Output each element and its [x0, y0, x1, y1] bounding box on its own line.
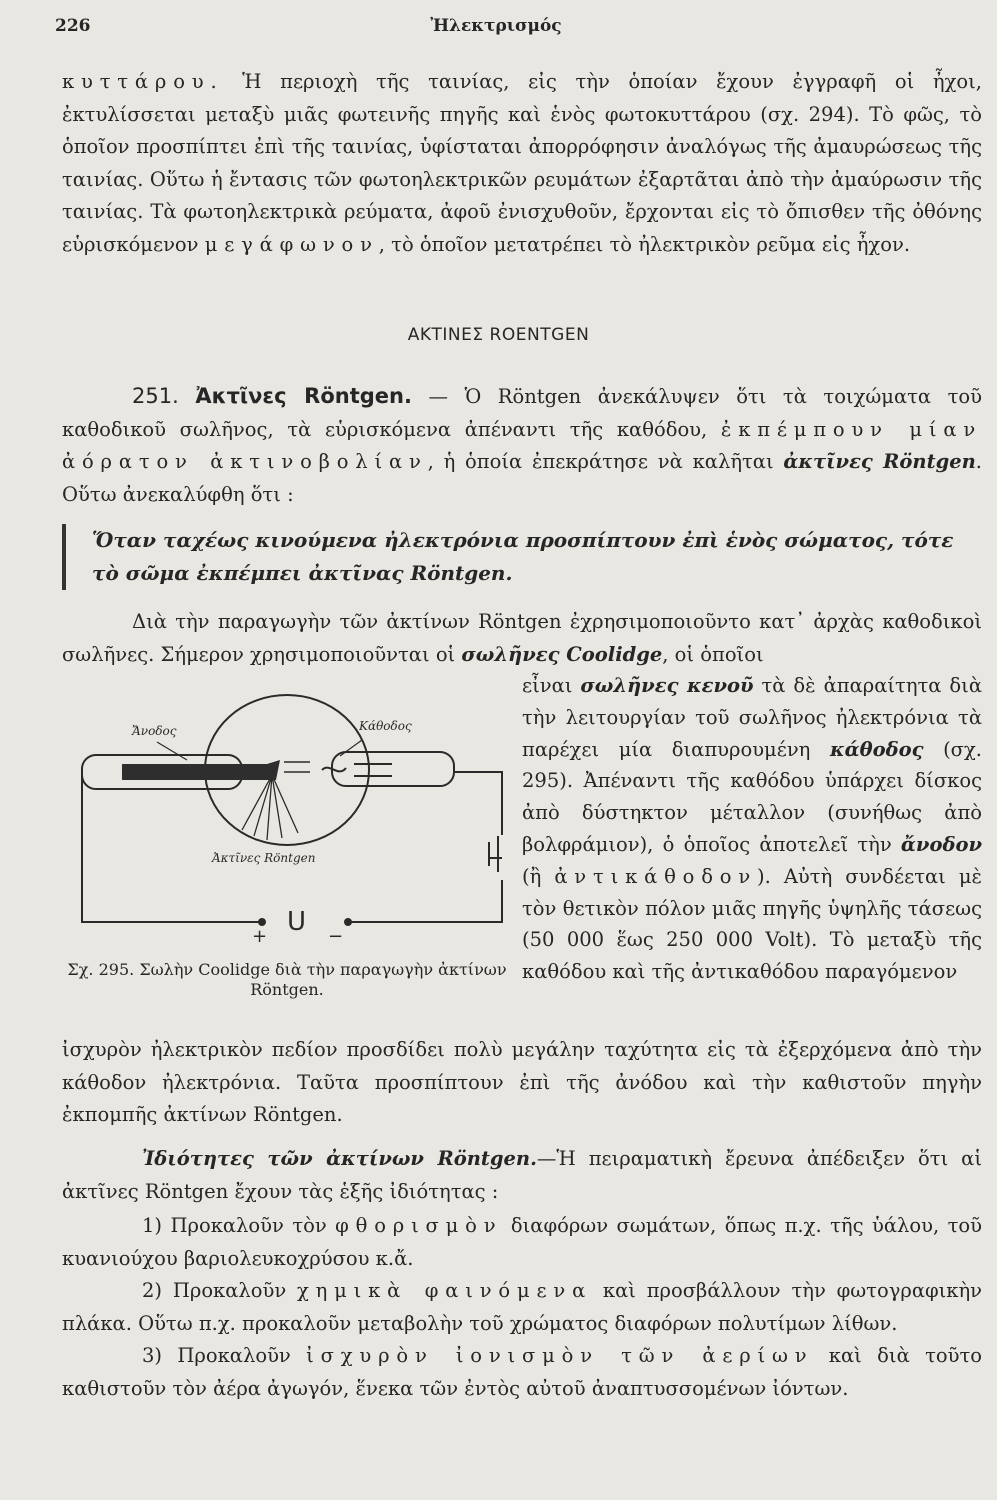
paragraph-text: εἶναι — [522, 674, 581, 697]
label-minus: − — [328, 926, 344, 947]
paragraph-text: (σχ. 295). Ἀπέναντι τῆς καθόδου ὑπάρχει δίσκος ἀπὸ δύστηκτον μέταλλον (συνήθως ἀπὸ βολφράμιον), ὁ ὁποῖος ἀποτελεῖ τὴν — [522, 737, 982, 856]
paragraph-text: Διὰ τὴν παραγωγὴν τῶν ἀκτίνων Röntgen ἐχρησιμοποιοῦντο κατ᾽ ἀρχὰς καθοδικοὶ σωλῆνες. Σήμερον χρησιμοποιοῦνται οἱ — [62, 610, 982, 666]
paragraph-text: (ἢ — [522, 864, 555, 888]
coolidge-tube-diagram — [62, 690, 514, 950]
cathode-neck — [332, 752, 454, 786]
article-title: Ἀκτῖνες Röntgen. — [195, 384, 412, 408]
term: σωλῆνες κενοῦ — [580, 674, 754, 697]
spaced-word: μεγάφωνον — [204, 232, 379, 256]
paragraph-text: . Οὕτω ἀνεκαλύφθη ὅτι : — [62, 450, 982, 506]
paragraph-text: τὰ δὲ ἀπαραίτητα διὰ τὴν λειτουργίαν τοῦ σωλῆνος ἠλεκτρόνια τὰ παρέχει μία διαπυρουμένη — [522, 674, 982, 761]
item-number: 3) — [142, 1344, 178, 1367]
list-item — [62, 1340, 982, 1405]
key-statement: Ὅταν ταχέως κινούμενα ἠλεκτρόνια προσπίπτουν ἐπὶ ἑνὸς σώματος, τότε τὸ σῶμα ἐκπέμπει ἀκτῖνας Röntgen. — [62, 524, 982, 590]
spaced-phrase: χημικὰ φαινόμενα — [297, 1279, 593, 1302]
paragraph-5 — [62, 1143, 982, 1208]
spaced-phrase: φθορισμὸν — [335, 1214, 503, 1237]
spaced-word: ἀντικάθοδον — [554, 864, 758, 888]
label-plus: + — [252, 926, 268, 947]
anode-target — [122, 760, 280, 780]
electron-beam — [284, 762, 310, 772]
page-number: 226 — [55, 16, 91, 36]
x-ray-lines — [242, 775, 298, 840]
cathode-leader — [340, 740, 362, 756]
wrapped-paragraph — [522, 670, 982, 988]
paragraph-text: — Ὁ Röntgen ἀνεκάλυψεν ὅτι τὰ τοιχώματα τοῦ καθοδικοῦ σωλῆνος, τὰ εὑρισκόμενα ἀπέναντι τῆς καθόδου, — [62, 385, 983, 441]
term: σωλῆνες Coolidge — [461, 642, 663, 666]
item-text: Προκαλοῦν — [177, 1344, 307, 1367]
battery-symbol — [489, 836, 502, 872]
paragraph-1 — [62, 66, 982, 261]
label-anode: Ἄνοδος — [132, 724, 177, 738]
item-text: Προκαλοῦν — [172, 1279, 298, 1302]
paragraph-text: Ἡ περιοχὴ τῆς ταινίας, εἰς τὴν ὁποίαν ἔχουν ἐγγραφῆ οἱ ἦχοι, ἐκτυλίσσεται μεταξὺ μιᾶς φωτεινῆς πηγῆς καὶ ἑνὸς φωτοκυττάρου (σχ. 294). Τὸ φῶς, τὸ ὁποῖον προσπίπτει ἐπὶ τῆς ταινίας, ὑφίσταται ἀπορρόφησιν ἀναλόγως τῆς ἀμαυρώσεως τῆς ταινίας. Οὕτω ἡ ἔντασις τῶν φωτοηλεκτρικῶν ρευμάτων ἐξαρτᾶται ἀπὸ τὴν ἀμαύρωσιν τῆς ταινίας. Τὰ φωτοηλεκτρικὰ ρεύματα, ἀφοῦ ἐνισχυθοῦν, ἔρχονται εἰς τὸ ὄπισθεν τῆς ὀθόνης εὑρισκόμενον — [62, 70, 982, 256]
coolidge-tube-figure — [62, 690, 514, 950]
list-item — [62, 1275, 982, 1340]
label-cathode: Κάθοδος — [359, 719, 412, 733]
properties-list — [62, 1210, 982, 1405]
anode-leader — [157, 742, 187, 760]
paragraph-text: ). Αὐτὴ συνδέεται μὲ τὸν θετικὸν πόλον μιᾶς πηγῆς ὑψηλῆς τάσεως (50 000 ἕως 250 000 Volt). Τὸ μεταξὺ τῆς καθόδου καὶ τῆς ἀντικαθόδου παραγόμενον — [522, 864, 982, 984]
section-heading: ΑΚΤΙΝΕΣ ROENTGEN — [407, 325, 590, 345]
paragraph-3 — [62, 606, 982, 671]
terminal-plus — [259, 919, 265, 925]
running-title: Ἠλεκτρισμός — [430, 16, 562, 36]
spaced-phrase: ἐκπέμπουν μίαν ἀόρατον ἀκτινοβολίαν — [62, 417, 982, 473]
page-header — [55, 16, 937, 46]
paragraph-4: ἰσχυρὸν ἠλεκτρικὸν πεδίον προσδίδει πολὺ μεγάλην ταχύτητα εἰς τὰ ἐξερχόμενα ἀπὸ τὴν κάθοδον ἠλεκτρόνια. Ταῦτα προσπίπτουν ἐπὶ τῆς ἀνόδου καὶ τὴν καθιστοῦν πηγὴν ἐκπομπῆς ἀκτίνων Röntgen. — [62, 1038, 982, 1126]
spaced-phrase: ἰσχυρὸν ἰονισμὸν τῶν ἀερίων — [306, 1344, 814, 1367]
item-text: Προκαλοῦν τὸν — [170, 1214, 336, 1237]
spaced-word: κυττάρου. — [62, 70, 224, 93]
paragraph-text: —Ἡ πειραματικὴ ἔρευνα ἀπέδειξεν ὅτι αἱ ἀκτῖνες Röntgen ἔχουν τὰς ἑξῆς ἰδιότητας : — [62, 1147, 982, 1203]
term: ἄνοδον — [900, 832, 982, 856]
paragraph-text: , τὸ ὁποῖον μετατρέπει τὸ ἠλεκτρικὸν ρεῦμα εἰς ἦχον. — [378, 232, 911, 256]
list-item — [62, 1210, 982, 1275]
item-number: 2) — [142, 1279, 173, 1302]
circuit-wire-right — [348, 880, 502, 922]
subsection-title: Ἰδιότητες τῶν ἀκτίνων Röntgen. — [142, 1147, 537, 1170]
paragraph-text: , ἡ ὁποία ἐπεκράτησε νὰ καλῆται — [427, 450, 784, 473]
terminal-minus — [345, 919, 351, 925]
figure-caption: Σχ. 295. Σωλὴν Coolidge διὰ τὴν παραγωγὴν ἀκτίνων Röntgen. — [67, 960, 507, 999]
label-rays: Ἀκτῖνες Röntgen — [212, 851, 316, 865]
item-text: διαφόρων σωμάτων, ὅπως π.χ. τῆς ὑάλου, τοῦ κυανιούχου βαριολευκοχρύσου κ.ἄ. — [62, 1214, 982, 1270]
circuit-wire-top-right — [454, 772, 502, 835]
item-text: καὶ προσβάλλουν τὴν φωτογραφικὴν πλάκα. Οὕτω π.χ. προκαλοῦν μεταβολὴν τοῦ χρώματος διαφόρων πολυτίμων λίθων. — [62, 1279, 983, 1335]
article-number: 251. — [132, 384, 179, 408]
item-text: καὶ διὰ τοῦτο καθιστοῦν τὸν ἀέρα ἀγωγόν, ἕνεκα τῶν ἐντὸς αὐτοῦ ἀναπτυσσομένων ἰόντων. — [62, 1344, 983, 1400]
paragraph-text: , οἱ ὁποῖοι — [662, 642, 764, 666]
paragraph-2 — [62, 380, 982, 511]
label-voltage: U — [287, 907, 307, 937]
term: κάθοδος — [829, 737, 924, 761]
term: ἀκτῖνες Röntgen — [783, 450, 976, 473]
item-number: 1) — [142, 1214, 171, 1237]
circuit-wire-left — [82, 772, 262, 922]
